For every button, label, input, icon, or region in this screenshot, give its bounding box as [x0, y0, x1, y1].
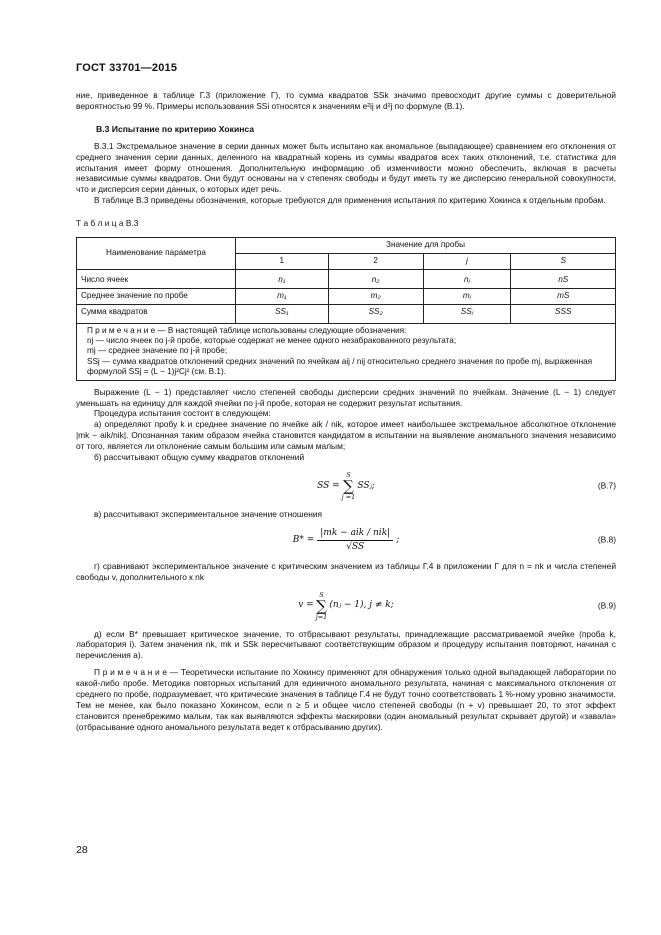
section-title: В.3 Испытание по критерию Хокинса [96, 123, 255, 134]
table-cell: nⱼ [423, 269, 511, 288]
equation-number: (В.9) [597, 600, 616, 611]
section-paragraph-2: В таблице В.3 приведены обозначения, которые требуются для применения испытания по критерию Хокинса к отдельным пробам. [94, 195, 606, 206]
table-cell: n₁ [236, 269, 329, 288]
eq-tail: ; [396, 534, 400, 545]
eq-lhs: SS = [317, 480, 340, 491]
sum-symbol [342, 471, 356, 501]
table-row [77, 288, 616, 304]
note-line: mj — среднее значение по j-й пробе; [87, 346, 228, 356]
note-line: П р и м е ч а н и е — В настоящей таблице использованы следующие обозначения: [87, 325, 407, 335]
eq-rhs: (nⱼ − 1), j ≠ k; [329, 600, 394, 611]
page-number: 28 [76, 844, 88, 856]
col-header: 1 [236, 253, 329, 269]
eq-lhs: B* = [292, 534, 315, 545]
sigma-icon: ∑ [316, 596, 327, 615]
sum-bottom: j =1 [341, 492, 356, 501]
section-paragraph-1: В.3.1 Экстремальное значение в серии данных может быть испытано как аномальное (выпадающее) сравнением его отклонения от среднего значения серии данных, деленного на квадратный корень из суммы квадратов всех таких отклонений, т.е. статистика для испытания имеет форму отношения. Дополнительную информацию об изменчивости можно обеспечить, включая в расчеты независимые суммы квадратов. Они будут основаны на v степенях свободы и будут иметь ту же дисперсию генеральной совокупности, что и дисперсия серии данных, о которых идет речь. [76, 140, 616, 195]
sum-bottom: j=1 [315, 612, 328, 621]
sum-top: S [346, 470, 351, 479]
intro-paragraph: ние, приведенное в таблице Г.3 (приложение Г), то сумма квадратов SSk значимо превосходит другие суммы с доверительной вероятностью 99 %. Примеры использования SSi относятся к значениям e²ij и d²j по формуле (В.1). [76, 90, 616, 111]
table-cell: m₁ [236, 288, 329, 304]
table-row [77, 269, 616, 288]
fraction [317, 528, 393, 553]
equation-number: (В.7) [597, 480, 616, 491]
table-cell: SS₂ [328, 304, 423, 323]
note-line: nj — число ячеек по j-й пробе, которые содержат не менее одного незабракованного результата; [87, 336, 457, 345]
body-paragraph-1: Выражение (L − 1) представляет число степеней свободы дисперсии средних значений по ячейкам. Значение (L − 1) следует уменьшать на единицу для каждой ячейки по j-й пробе, которая не содержит результат испытания. [76, 386, 616, 408]
eq-lhs: v = [298, 600, 314, 611]
notation-table [76, 237, 616, 381]
equation-b7 [76, 471, 616, 501]
note-paragraph: П р и м е ч а н и е — Теоретически испытание по Хокинсу применяют для обнаружения только одной выпадающей лаборатории по какой-либо пробе. Методика повторных испытаний для единичного аномального результата, начиная с максимального отклонения от среднего по пробе, подразумевает, что критические значения в таблице Г.4 не будут точно соответствовать 1 %-ному уровню значимости. Тем не менее, как было показано Хокинсом, если n ≥ 5 и общее число степеней свободы (n + v) превышает 20, то этот эффект становится пренебрежимо малым, так как выявляются эффекты маскировки (один аномальный результат скрывает другой) и «завала» (отбрасывание одного аномального результата ведет к отбрасыванию других). [76, 667, 616, 732]
note-line: SSj — сумма квадратов отклонений средних значений по ячейкам aij / nij относительно среднего значения по пробе mj, выраженная формулой SSj = (L − 1)j²Cj² (см. В.1). [87, 356, 593, 377]
param-header: Наименование параметра [77, 238, 236, 270]
table-cell: nS [511, 269, 616, 288]
equation-b9 [76, 591, 616, 621]
table-cell: SSS [511, 304, 616, 323]
table-note [77, 323, 616, 380]
step-v: в) рассчитывают экспериментальное значение отношения [94, 508, 323, 519]
fraction-denominator: √SS [346, 541, 365, 552]
table-row [77, 304, 616, 323]
step-a: а) определяют пробу k и среднее значение по ячейке aik / nik, которое имеет наибольшее экстремальное абсолютное отклонение |mk − aik/nik|. Опознанная таким образом ячейка становится кандидатом в испытании на выявление аномального значения независимо от того, является ли отклонение самым большим или самым малым; [76, 419, 616, 452]
equation-number: (В.8) [597, 534, 616, 545]
table-cell: mⱼ [423, 288, 511, 304]
eq-rhs: SSⱼ; [357, 480, 375, 491]
fraction-numerator: |mk − aik / nik| [317, 528, 393, 541]
standard-header: ГОСТ 33701—2015 [76, 62, 178, 74]
row-label: Среднее значение по пробе [77, 288, 236, 304]
row-label: Число ячеек [77, 269, 236, 288]
table-cell: n₂ [328, 269, 423, 288]
table-caption: Т а б л и ц а В.3 [76, 218, 139, 229]
sum-symbol [316, 591, 328, 621]
table-cell: SS₁ [236, 304, 329, 323]
step-g: г) сравнивают экспериментальное значение с критическим значением из таблицы Г.4 в приложении Г для n = nk и числа степеней свободы v, дополнительного к nk [76, 560, 616, 582]
sum-top: S [319, 590, 324, 599]
sigma-icon: ∑ [343, 476, 354, 495]
table-cell: mS [511, 288, 616, 304]
body-paragraph-2: Процедура испытания состоит в следующем: [94, 408, 271, 419]
step-d: д) если B* превышает критическое значение, то отбрасывают результаты, принадлежащие рассматриваемой ячейке (проба k, лаборатория i). Затем значения nk, mk и SSk пересчитывают соответствующим образом и процедуру испытания повторяют, начиная с перечисления а). [76, 628, 616, 661]
col-header: S [511, 253, 616, 269]
row-label: Сумма квадратов [77, 304, 236, 323]
value-header: Значение для пробы [236, 238, 616, 254]
page-content [76, 90, 616, 733]
table-cell: m₂ [328, 288, 423, 304]
table-cell: SSⱼ [423, 304, 511, 323]
col-header: 2 [328, 253, 423, 269]
col-header: j [423, 253, 511, 269]
step-b: б) рассчитывают общую сумму квадратов отклонений [94, 452, 305, 463]
equation-b8 [76, 528, 616, 553]
